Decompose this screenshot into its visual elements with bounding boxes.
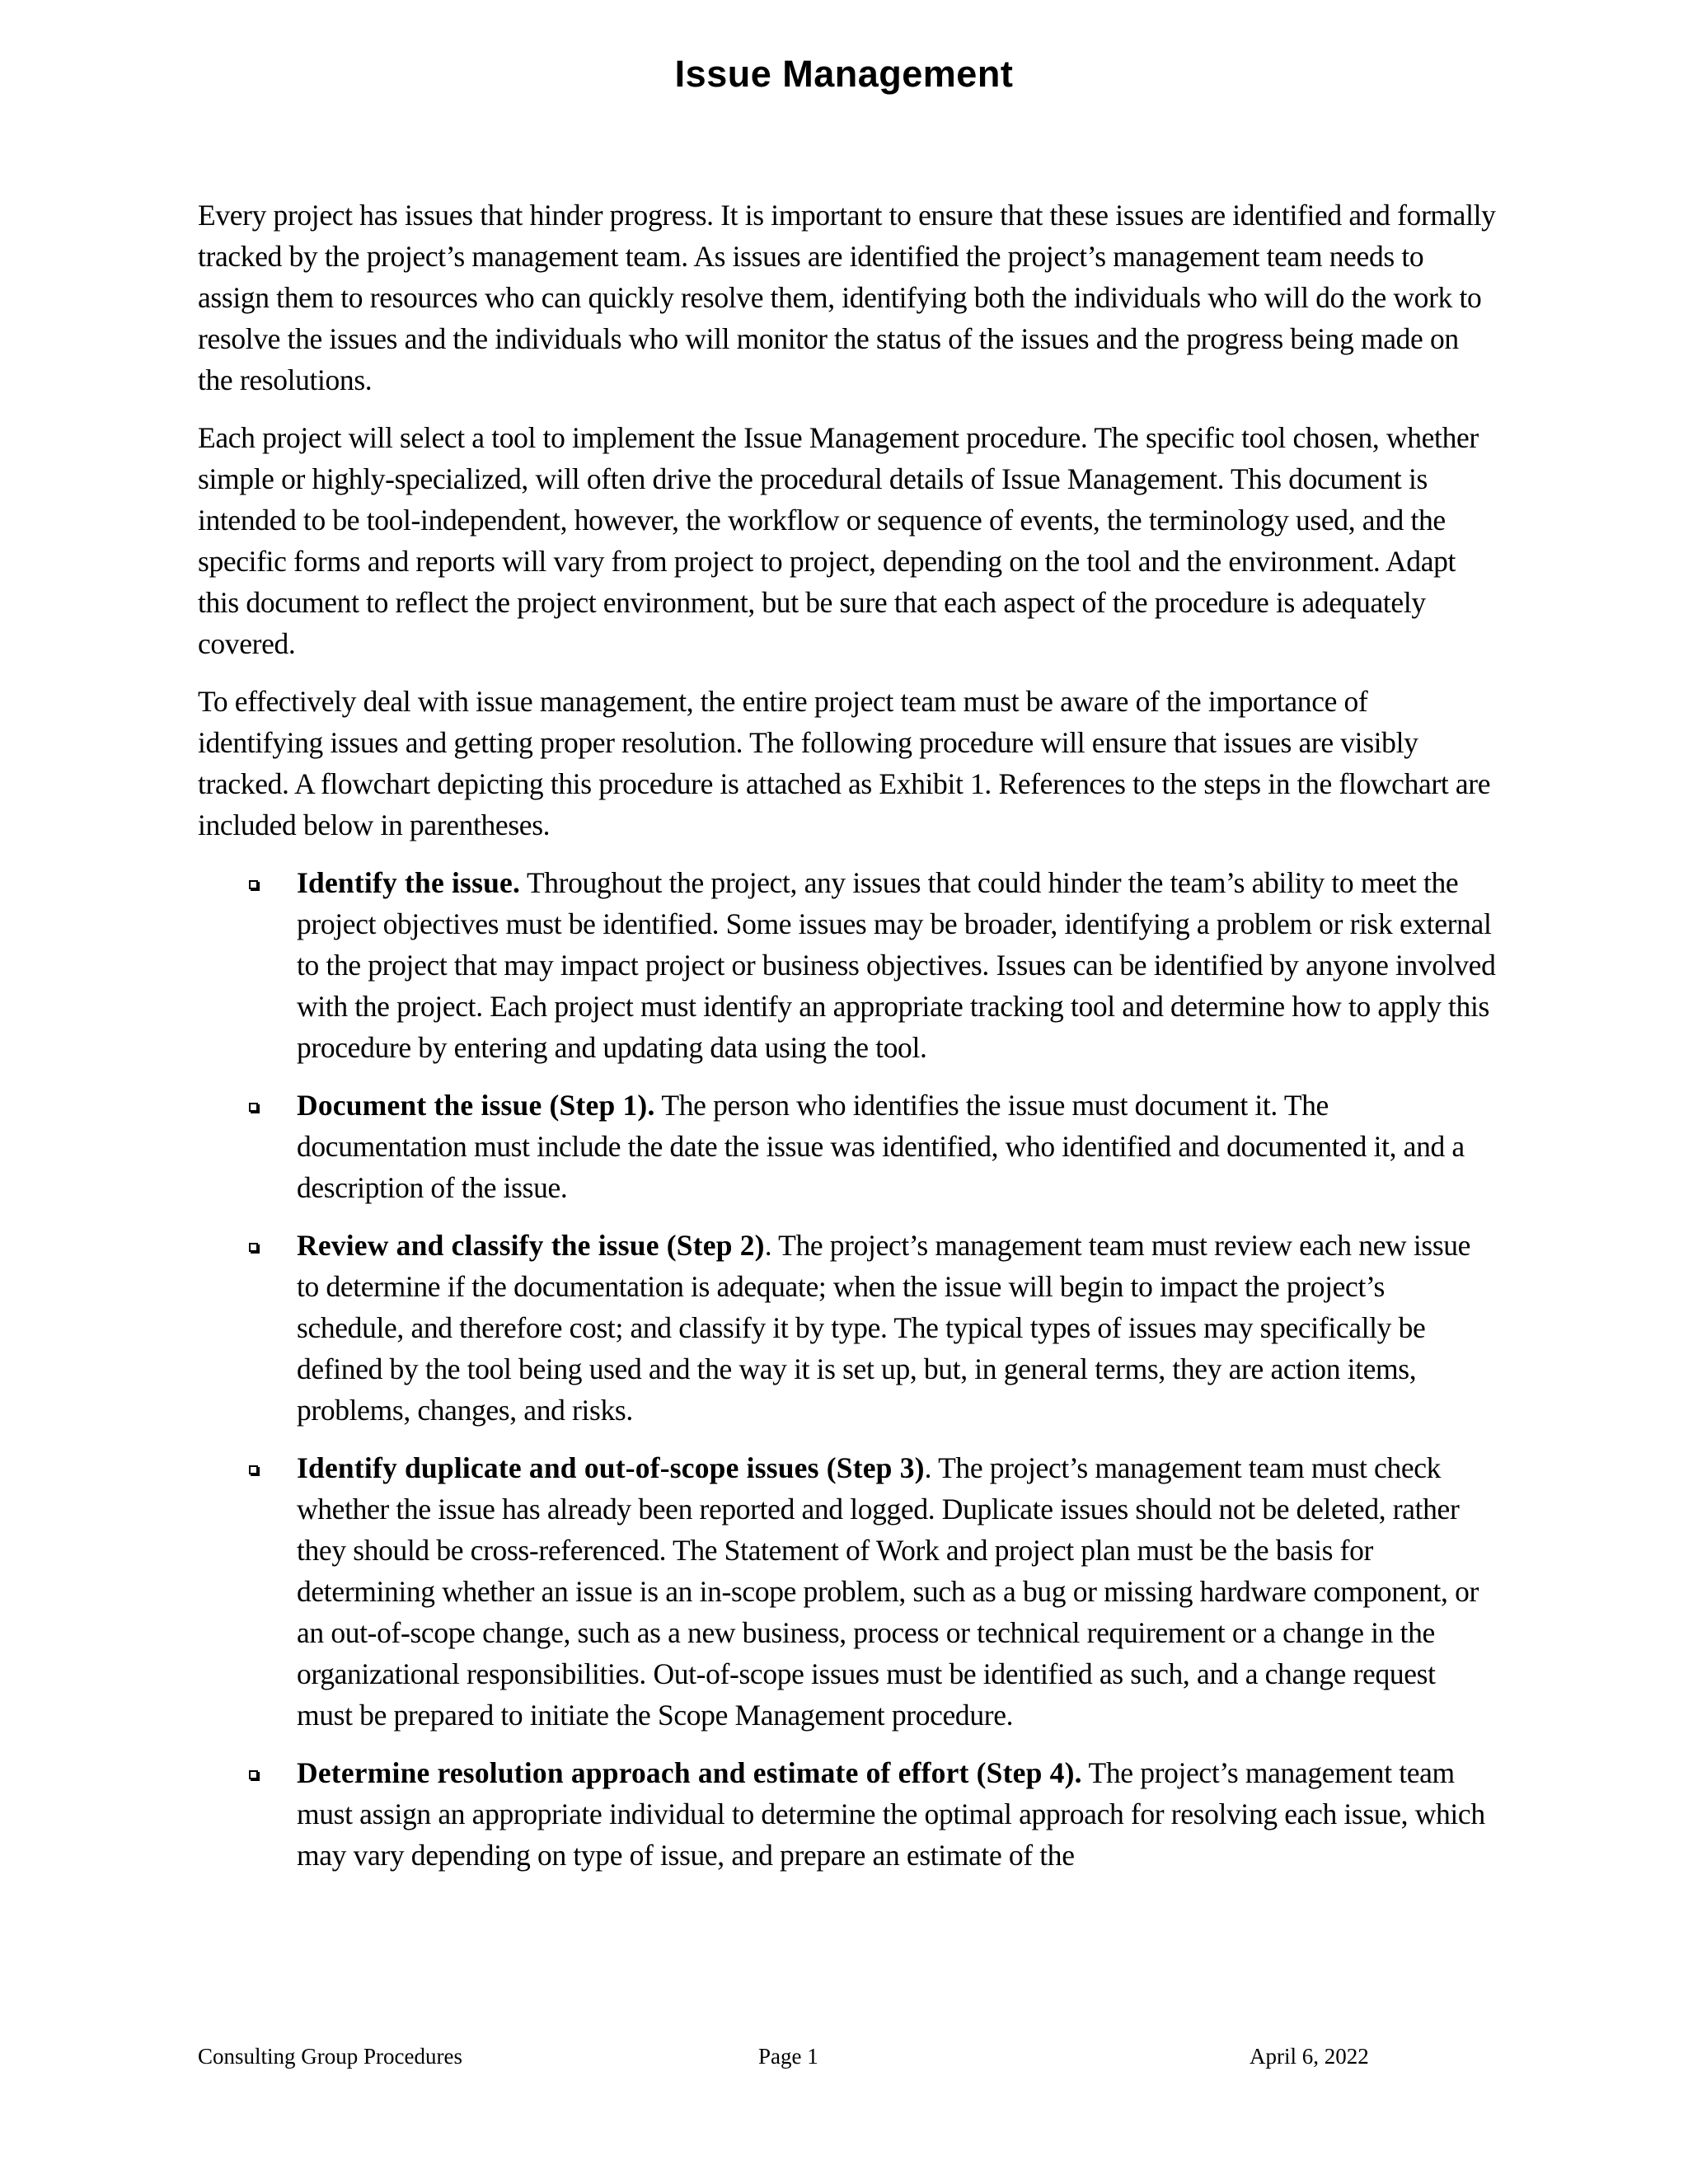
page-title: Issue Management	[674, 53, 1014, 95]
list-item	[198, 862, 1496, 1068]
step-text: . The project’s management team must review each new issue to determine if the documentation is adequate; when the issue will begin to impact the project’s schedule, and therefore cost; and classify it by type. The typical types of issues may specifically be defined by the tool being used and the way it is set up, but, in general terms, they are action items, problems, changes, and risks.	[297, 1229, 1471, 1427]
square-bullet-icon	[249, 1243, 258, 1252]
step-heading: Review and classify the issue (Step 2)	[297, 1229, 765, 1262]
list-item	[198, 1225, 1496, 1431]
document-body	[198, 194, 1496, 1892]
paragraph-tool-selection: Each project will select a tool to implement the Issue Management procedure. The specific tool chosen, whether simple or highly-specialized, will often drive the procedural details of Issue Management. This document is intended to be tool-independent, however, the workflow or sequence of events, the terminology used, and the specific forms and reports will vary from project to project, depending on the tool and the environment. Adapt this document to reflect the project environment, but be sure that each aspect of the procedure is adequately covered.	[198, 421, 1479, 660]
list-item	[198, 1447, 1496, 1736]
step-heading: Document the issue (Step 1).	[297, 1089, 655, 1122]
square-bullet-icon	[249, 1103, 258, 1112]
footer-page-number: Page 1	[758, 2044, 818, 2069]
step-text: The project’s management team must assign an appropriate individual to determine the optimal approach for resolving each issue, which may vary depending on type of issue, and prepare an estimate of the	[297, 1756, 1485, 1872]
step-heading: Identify duplicate and out-of-scope issues (Step 3)	[297, 1451, 925, 1484]
step-heading: Identify the issue.	[297, 866, 521, 899]
footer-date: April 6, 2022	[1250, 2044, 1369, 2069]
square-bullet-icon	[249, 1465, 258, 1474]
procedure-step-list	[198, 862, 1496, 1876]
paragraph-intro: Every project has issues that hinder progress. It is important to ensure that these issues are identified and formally tracked by the project’s management team. As issues are identified the project’s management team needs to assign them to resources who can quickly resolve them, identifying both the individuals who will do the work to resolve the issues and the individuals who will monitor the status of the issues and the progress being made on the resolutions.	[198, 199, 1496, 396]
step-heading: Determine resolution approach and estimate of effort (Step 4).	[297, 1756, 1082, 1789]
list-item	[198, 1752, 1496, 1876]
footer-organization: Consulting Group Procedures	[198, 2044, 462, 2069]
square-bullet-icon	[249, 880, 258, 889]
step-text: . The project’s management team must check whether the issue has already been reported and logged. Duplicate issues should not be deleted, rather they should be cross-referenced. The Statement of Work and project plan must be the basis for determining whether an issue is an in-scope problem, such as a bug or missing hardware component, or an out-of-scope change, such as a new business, process or technical requirement or a change in the organizational responsibilities. Out-of-scope issues must be identified as such, and a change request must be prepared to initiate the Scope Management procedure.	[297, 1451, 1479, 1732]
step-text: The person who identifies the issue must document it. The documentation must include the date the issue was identified, who identified and documented it, and a description of the issue.	[297, 1089, 1465, 1204]
square-bullet-icon	[249, 1770, 258, 1779]
list-item	[198, 1085, 1496, 1208]
step-text: Throughout the project, any issues that could hinder the team’s ability to meet the project objectives must be identified. Some issues may be broader, identifying a problem or risk external to the project that may impact project or business objectives. Issues can be identified by anyone involved with the project. Each project must identify an appropriate tracking tool and determine how to apply this procedure by entering and updating data using the tool.	[297, 866, 1496, 1064]
paragraph-procedure-overview: To effectively deal with issue management, the entire project team must be aware of the importance of identifying issues and getting proper resolution. The following procedure will ensure that issues are visibly tracked. A flowchart depicting this procedure is attached as Exhibit 1. References to the steps in the flowchart are included below in parentheses.	[198, 685, 1491, 841]
